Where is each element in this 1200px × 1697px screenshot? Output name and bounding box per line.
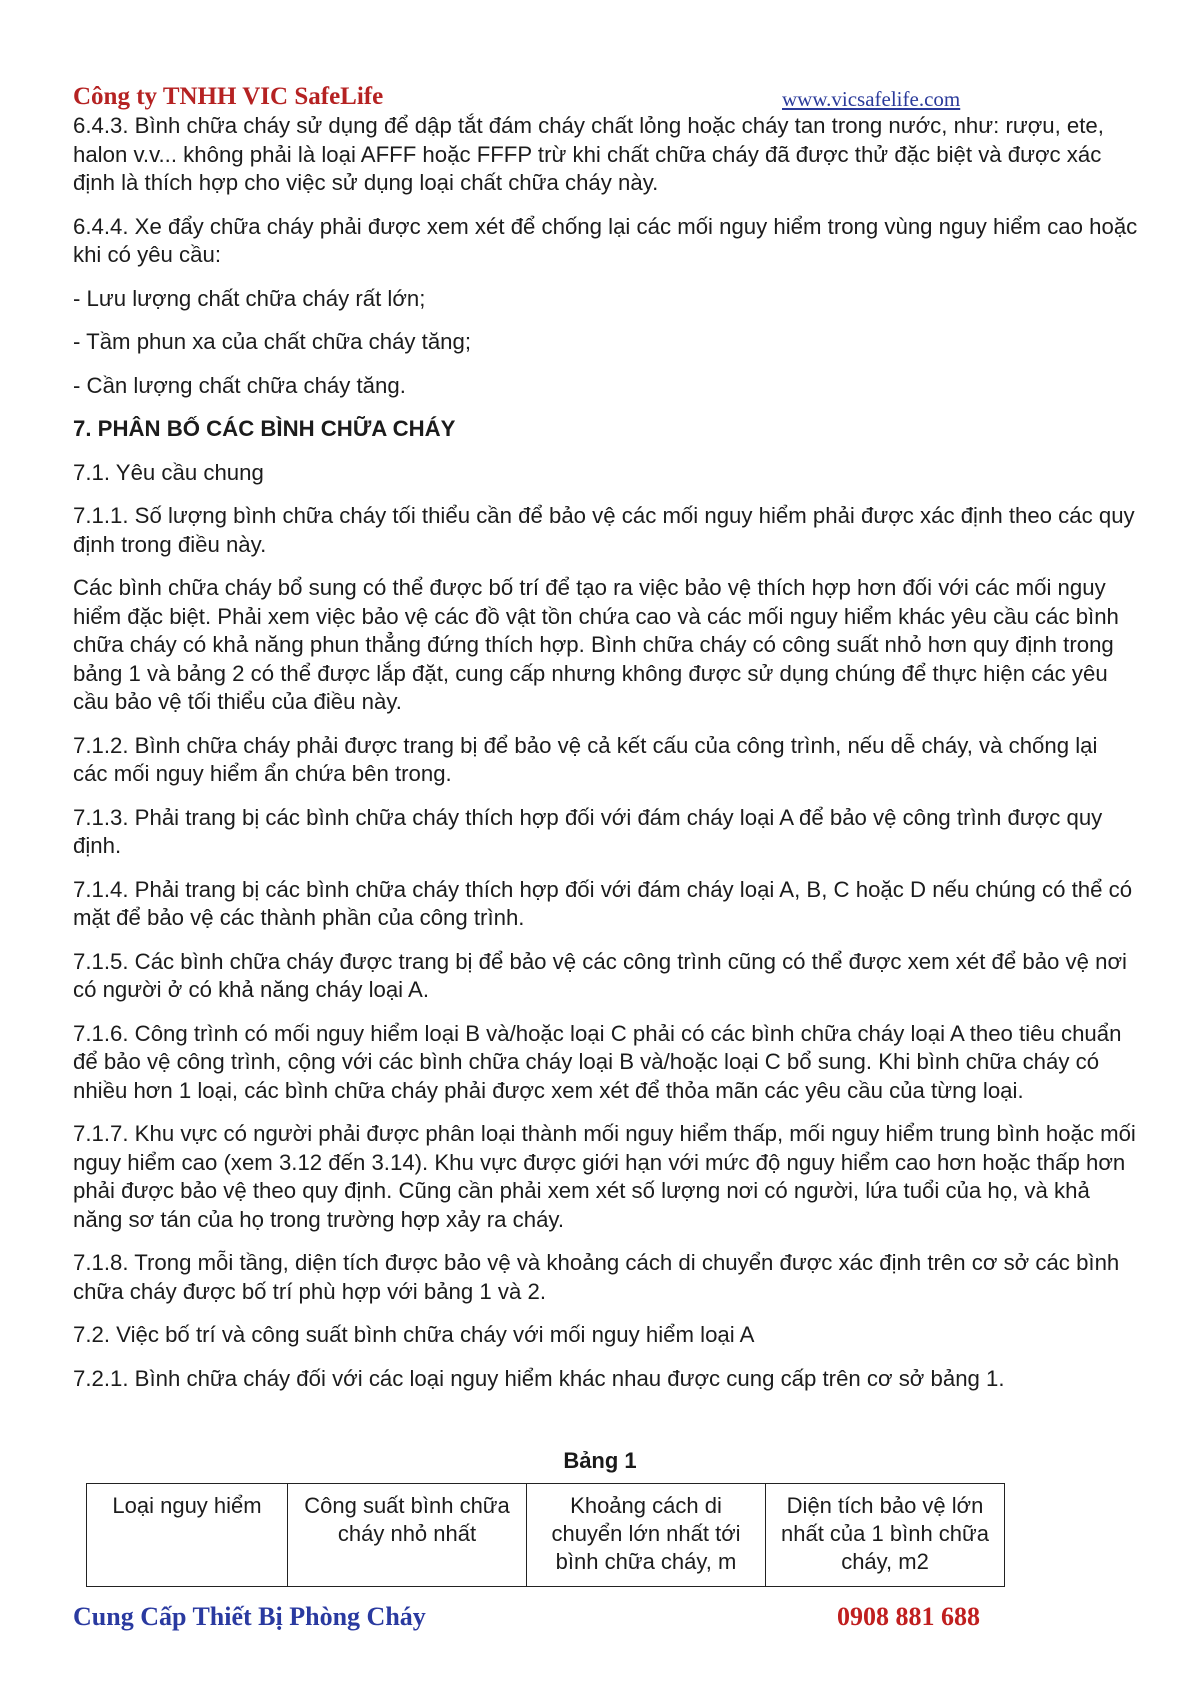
footer-phone: 0908 881 688 (837, 1602, 980, 1631)
paragraph-additional-extinguishers: Các bình chữa cháy bổ sung có thể được bố trí để tạo ra việc bảo vệ thích hợp hơn đối với các mối nguy hiểm đặc biệt. Phải xem việc bảo vệ các đồ vật tồn chứa cao và các mối nguy hiểm khác yêu cầu các bình chữa cháy có khả năng phun thẳng đứng thích hợp. Bình chữa cháy có công suất nhỏ hơn quy định trong bảng 1 và bảng 2 có thể được lắp đặt, cung cấp nhưng không được sử dụng chúng để thực hiện các yêu cầu bảo vệ tối thiểu của điều này. (73, 575, 1119, 714)
table-header-row (87, 1484, 1005, 1587)
paragraph-7-1-7: 7.1.7. Khu vực có người phải được phân loại thành mối nguy hiểm thấp, mối nguy hiểm trung bình hoặc mối nguy hiểm cao (xem 3.12 đến 3.14). Khu vực được giới hạn với mức độ nguy hiểm cao hơn hoặc thấp hơn phải được bảo vệ theo quy định. Cũng cần phải xem xét số lượng nơi có người, lứa tuổi của họ, và khả năng sơ tán của họ trong trường hợp xảy ra cháy. (73, 1121, 1136, 1232)
paragraph-7-1-3: 7.1.3. Phải trang bị các bình chữa cháy thích hợp đối với đám cháy loại A để bảo vệ công trình được quy định. (73, 804, 1103, 858)
subsection-heading: 7.2. Việc bố trí và công suất bình chữa cháy với mối nguy hiểm loại A (73, 1322, 755, 1347)
paragraph-7-1-5: 7.1.5. Các bình chữa cháy được trang bị để bảo vệ các công trình cũng có thể được xem xét để bảo vệ nơi có người ở có khả năng cháy loại A. (73, 948, 1127, 1002)
paragraph-6-4-3: 6.4.3. Bình chữa cháy sử dụng để dập tắt đám cháy chất lỏng hoặc cháy tan trong nước, như: rượu, ete, halon v.v... không phải là loại AFFF hoặc FFFP trừ khi chất chữa cháy đã được thử đặc biệt và được xác định là thích hợp cho việc sử dụng loại chất chữa cháy này. (73, 113, 1104, 195)
paragraph-7-2-1: 7.2.1. Bình chữa cháy đối với các loại nguy hiểm khác nhau được cung cấp trên cơ sở bảng 1. (73, 1365, 1005, 1391)
document-body (73, 112, 1138, 1408)
footer-slogan: Cung Cấp Thiết Bị Phòng Cháy (73, 1602, 426, 1631)
extinguisher-table (86, 1483, 1005, 1587)
list-item: - Lưu lượng chất chữa cháy rất lớn; (73, 285, 426, 311)
paragraph-7-1-1: 7.1.1. Số lượng bình chữa cháy tối thiểu cần để bảo vệ các mối nguy hiểm phải được xác định theo các quy định trong điều này. (73, 503, 1135, 557)
paragraph-7-1-8: 7.1.8. Trong mỗi tầng, diện tích được bảo vệ và khoảng cách di chuyển được xác định trên cơ sở các bình chữa cháy được bố trí phù hợp với bảng 1 và 2. (73, 1250, 1120, 1304)
list-item: - Tầm phun xa của chất chữa cháy tăng; (73, 329, 472, 354)
paragraph-7-1-6: 7.1.6. Công trình có mối nguy hiểm loại B và/hoặc loại C phải có các bình chữa cháy loại A theo tiêu chuẩn để bảo vệ công trình, cộng với các bình chữa cháy loại B và/hoặc loại C bổ sung. Khi bình chữa cháy có nhiều hơn 1 loại, các bình chữa cháy phải được xem xét để thỏa mãn các yêu cầu của từng loại. (73, 1020, 1122, 1103)
subsection-heading: 7.1. Yêu cầu chung (73, 459, 264, 485)
table-caption: Bảng 1 (563, 1448, 637, 1473)
company-name: Công ty TNHH VIC SafeLife (73, 83, 384, 110)
table-header-hazard-type: Loại nguy hiểm (87, 1484, 288, 1587)
paragraph-6-4-4: 6.4.4. Xe đẩy chữa cháy phải được xem xét để chống lại các mối nguy hiểm trong vùng nguy hiểm cao hoặc khi có yêu cầu: (73, 213, 1138, 267)
website-link[interactable]: www.vicsafelife.com (782, 87, 961, 111)
paragraph-7-1-2: 7.1.2. Bình chữa cháy phải được trang bị để bảo vệ cả kết cấu của công trình, nếu dễ cháy, và chống lại các mối nguy hiểm ẩn chứa bên trong. (73, 732, 1098, 786)
list-item: - Cần lượng chất chữa cháy tăng. (73, 372, 406, 398)
paragraph-7-1-4: 7.1.4. Phải trang bị các bình chữa cháy thích hợp đối với đám cháy loại A, B, C hoặc D nếu chúng có thể có mặt để bảo vệ các thành phần của công trình. (73, 876, 1133, 930)
section-heading: 7. PHÂN BỐ CÁC BÌNH CHỮA CHÁY (73, 416, 456, 441)
table-header-max-travel-distance: Khoảng cách di chuyển lớn nhất tới bình chữa cháy, m (527, 1484, 766, 1587)
table-header-max-protected-area: Diện tích bảo vệ lớn nhất của 1 bình chữa cháy, m2 (766, 1484, 1005, 1587)
table-header-min-capacity: Công suất bình chữa cháy nhỏ nhất (288, 1484, 527, 1587)
